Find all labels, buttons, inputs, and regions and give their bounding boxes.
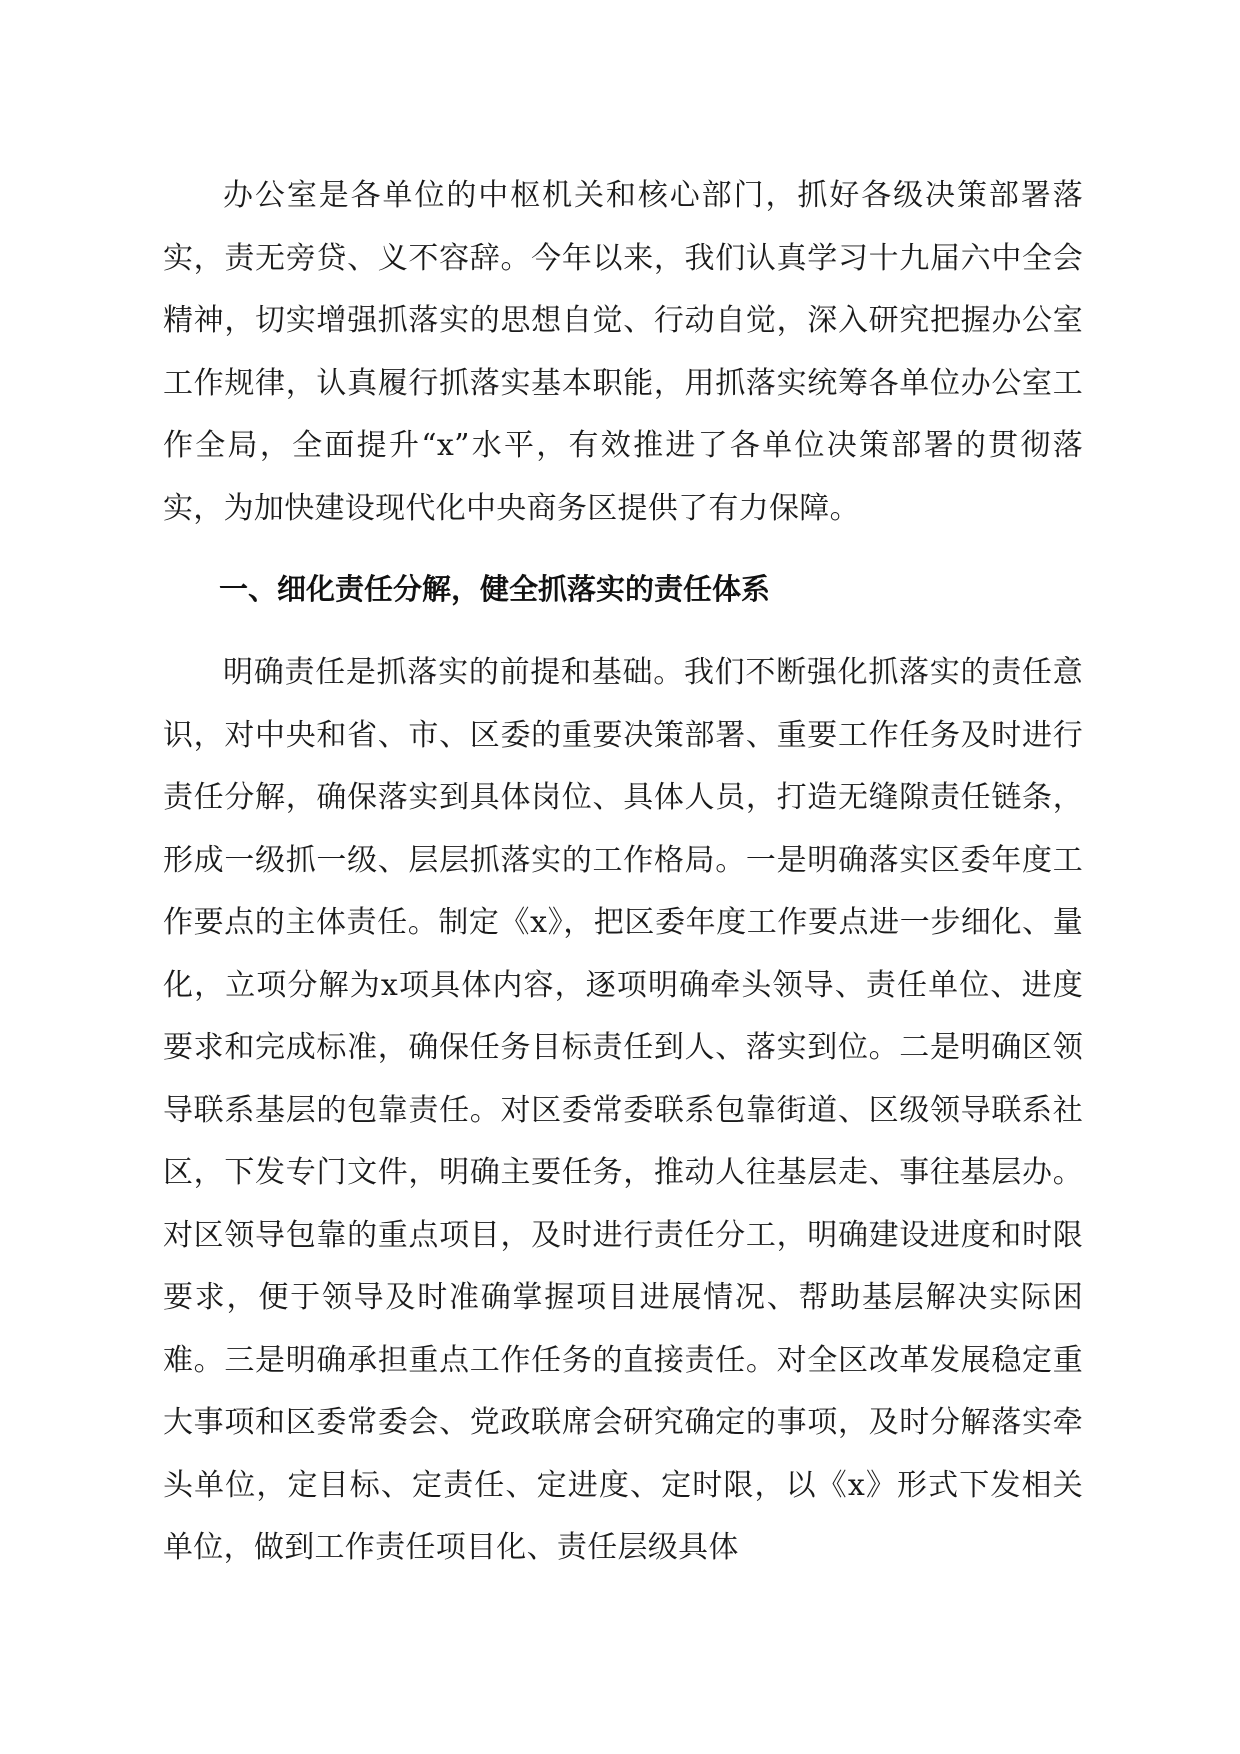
document-body: [163, 165, 1083, 1580]
intro-paragraph: 办公室是各单位的中枢机关和核心部门，抓好各级决策部署落实，责无旁贷、义不容辞。今年以来，我们认真学习十九届六中全会精神，切实增强抓落实的思想自觉、行动自觉，深入研究把握办公室工作规律，认真履行抓落实基本职能，用抓落实统筹各单位办公室工作全局，全面提升“x”水平，有效推进了各单位决策部署的贯彻落实，为加快建设现代化中央商务区提供了有力保障。: [163, 178, 1083, 526]
section-paragraph: 明确责任是抓落实的前提和基础。我们不断强化抓落实的责任意识，对中央和省、市、区委的重要决策部署、重要工作任务及时进行责任分解，确保落实到具体岗位、具体人员，打造无缝隙责任链条，形成一级抓一级、层层抓落实的工作格局。一是明确落实区委年度工作要点的主体责任。制定《x》，把区委年度工作要点进一步细化、量化，立项分解为x项具体内容，逐项明确牵头领导、责任单位、进度要求和完成标准，确保任务目标责任到人、落实到位。二是明确区领导联系基层的包靠责任。对区委常委联系包靠街道、区级领导联系社区，下发专门文件，明确主要任务，推动人往基层走、事往基层办。对区领导包靠的重点项目，及时进行责任分工，明确建设进度和时限要求，便于领导及时准确掌握项目进展情况、帮助基层解决实际困难。三是明确承担重点工作任务的直接责任。对全区改革发展稳定重大事项和区委常委会、党政联席会研究确定的事项，及时分解落实牵头单位，定目标、定责任、定进度、定时限，以《x》形式下发相关单位，做到工作责任项目化、责任层级具体: [163, 655, 1083, 1565]
section-heading: 一、细化责任分解，健全抓落实的责任体系: [219, 572, 771, 606]
